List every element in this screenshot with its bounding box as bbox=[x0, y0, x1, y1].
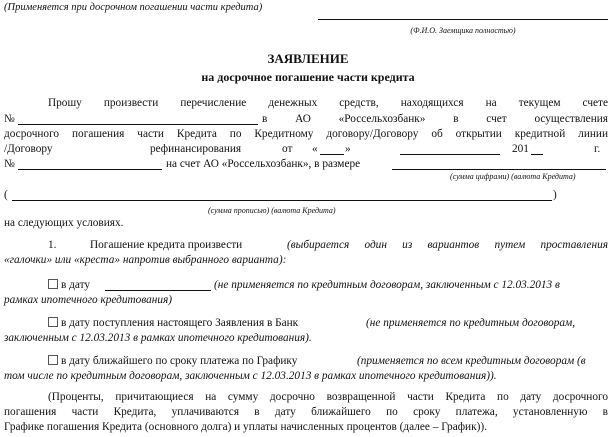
paren-open: ( bbox=[4, 189, 8, 201]
conditions-text: на следующих условиях. bbox=[4, 217, 124, 229]
fio-line bbox=[318, 19, 608, 20]
option-date-field[interactable] bbox=[105, 290, 211, 291]
option-date bbox=[48, 278, 90, 292]
option-receipt-checkbox[interactable] bbox=[48, 317, 58, 327]
option-receipt-hint-2: заключенным с 12.03.2013 в рамках ипотечного кредитования). bbox=[4, 332, 312, 344]
fio-note: (Ф.И.О. Заемщика полностью) bbox=[410, 26, 516, 35]
final-line-1: (Проценты, причитающиеся на сумму досрочно возвращенной части Кредита по дату досрочного bbox=[48, 391, 608, 403]
option-receipt-label: в дату поступления настоящего Заявления в Банк bbox=[61, 317, 299, 329]
item-hint-1: (выбирается один из вариантов путем проставления bbox=[287, 239, 608, 251]
option-schedule-label: в дату ближайшего по сроку платежа по Графику bbox=[61, 355, 298, 367]
request-line-3: досрочного погашения части Кредита по Кредитному договору/Договору об открытии кредитной линии bbox=[4, 128, 608, 140]
amount-words-note: (сумма прописью) (валюта Кредита) bbox=[208, 206, 336, 215]
final-line-2: погашения части Кредита, уплачиваются в дату ближайшего по сроку платежа, установленную в bbox=[4, 406, 608, 418]
refinancing-label: рефинансирования bbox=[150, 143, 242, 155]
item-number: 1. bbox=[48, 239, 57, 251]
agreement-number-label: № bbox=[4, 158, 15, 170]
request-line-1: Прошу произвести перечисление денежных средств, находящихся на текущем счете bbox=[48, 97, 608, 109]
date-day-field[interactable] bbox=[320, 154, 344, 155]
request-line-2: в АО «Россельхозбанк» в счет осуществления bbox=[262, 113, 608, 125]
page-title: ЗАЯВЛЕНИЕ bbox=[267, 51, 349, 66]
paren-close: ) bbox=[553, 189, 557, 201]
date-month-field[interactable] bbox=[400, 154, 500, 155]
option-date-hint-1: (не применяется по кредитным договорам, заключенным с 12.03.2013 в bbox=[214, 279, 560, 291]
option-receipt bbox=[48, 316, 298, 330]
option-schedule-checkbox[interactable] bbox=[48, 355, 58, 365]
option-date-checkbox[interactable] bbox=[48, 279, 58, 289]
item-hint-2: «галочки» или «креста» напротив выбранного варианта): bbox=[4, 254, 287, 266]
amount-digits-note: (сумма цифрами) (валюта Кредита) bbox=[450, 172, 576, 181]
page-subtitle: на досрочное погашение части кредита bbox=[201, 70, 415, 84]
date-quote-open: « bbox=[312, 143, 318, 155]
amount-digits-field[interactable] bbox=[392, 169, 606, 170]
year-prefix: 201 bbox=[512, 143, 529, 155]
option-date-hint-2: рамках ипотечного кредитования) bbox=[4, 294, 173, 306]
final-line-3: Графике погашения Кредита (основного долга) и уплаты начисленных процентов (далее – График)). bbox=[4, 421, 487, 433]
date-quote-close: » bbox=[345, 143, 351, 155]
option-schedule-hint-1: (применяется по всем кредитным договорам (в bbox=[357, 355, 586, 367]
item-text: Погашение кредита произвести bbox=[90, 239, 243, 251]
agreement-label: /Договору bbox=[4, 143, 53, 155]
header-note: (Применяется при досрочном погашении части кредита) bbox=[4, 2, 263, 13]
option-date-label: в дату bbox=[61, 279, 91, 291]
option-receipt-hint-1: (не применяется по кредитным договорам, bbox=[366, 317, 576, 329]
amount-words-field[interactable] bbox=[12, 200, 552, 201]
year-suffix: г. bbox=[594, 143, 601, 155]
date-year-field[interactable] bbox=[531, 154, 543, 155]
account-number-field[interactable] bbox=[18, 124, 258, 125]
account-number-label: № bbox=[4, 113, 15, 125]
amount-text: на счет АО «Россельхозбанк», в размере bbox=[166, 158, 361, 170]
from-label: от bbox=[282, 143, 293, 155]
option-schedule bbox=[48, 354, 297, 368]
agreement-number-field[interactable] bbox=[18, 169, 162, 170]
option-schedule-hint-2: том числе по кредитным договорам, заключенным с 12.03.2013 в рамках ипотечного кредитования)). bbox=[4, 370, 497, 382]
